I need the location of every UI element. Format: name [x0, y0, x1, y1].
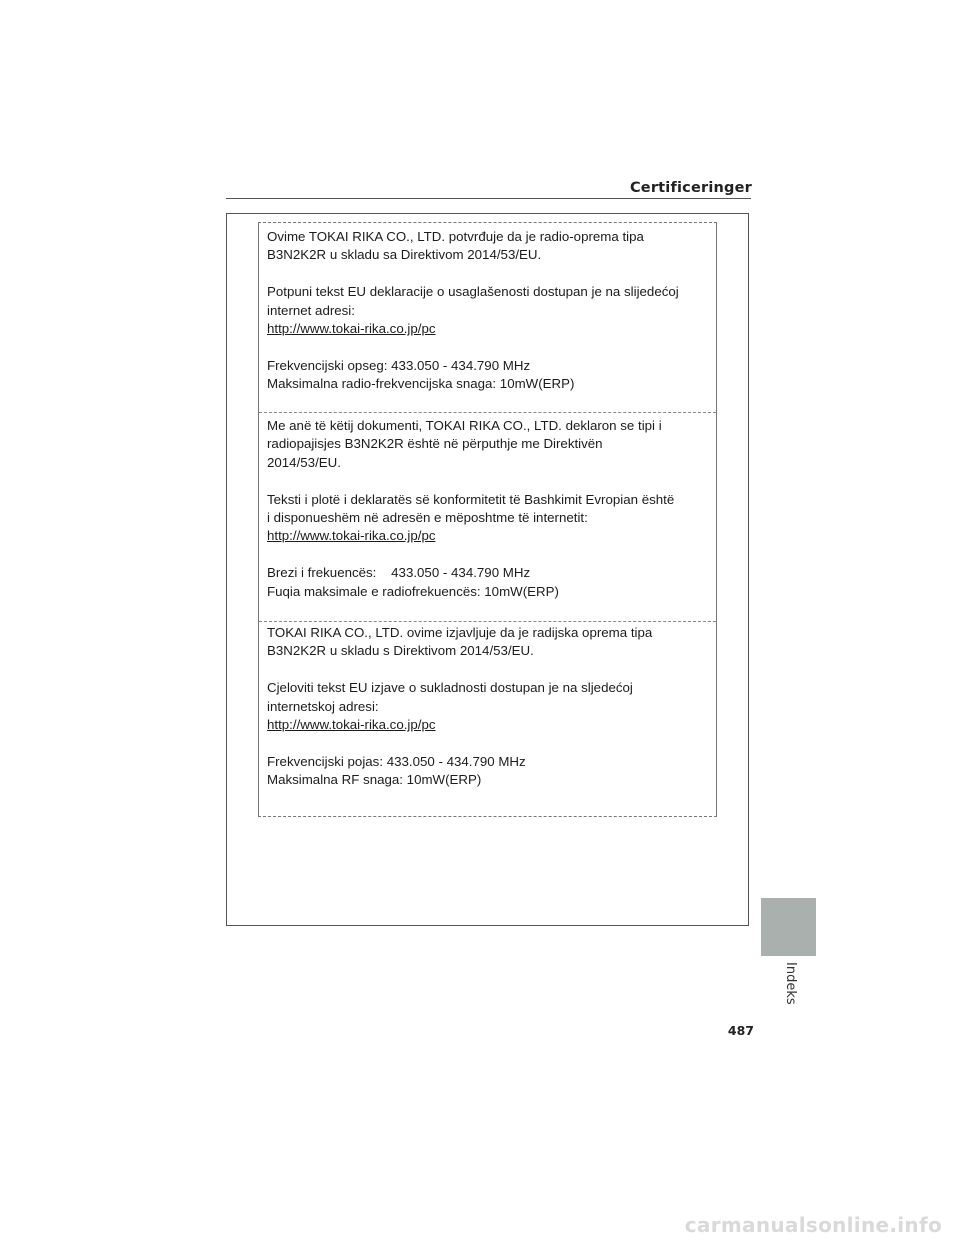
declaration-line: Me anë të këtij dokumenti, TOKAI RIKA CO., LTD. deklaron se tipi i	[267, 418, 662, 433]
declaration-line: 2014/53/EU.	[267, 454, 341, 470]
section-title: Certificeringer	[629, 180, 752, 196]
declaration-link[interactable]: http://www.tokai-rika.co.jp/pc	[267, 528, 436, 544]
certificate-box	[258, 222, 717, 817]
power-line: Fuqia maksimale e radiofrekuencës: 10mW(ERP)	[267, 583, 559, 599]
frequency-line: Brezi i frekuencës: 433.050 - 434.790 MHz	[267, 565, 531, 581]
declaration-block-albanian	[259, 417, 716, 601]
block-divider	[259, 412, 716, 413]
declaration-block-bosnian	[259, 228, 716, 394]
availability-line: Potpuni tekst EU deklaracije o usaglašenosti dostupan je na slijedećoj	[267, 284, 679, 300]
availability-line: Teksti i plotë i deklaratës së konformitetit të Bashkimit Evropian është	[267, 491, 675, 507]
frequency-line: Frekvencijski opseg: 433.050 - 434.790 MHz	[267, 357, 531, 373]
page-number: 487	[727, 1023, 754, 1038]
availability-line: internetskoj adresi:	[267, 698, 379, 714]
power-line: Maksimalna radio-frekvencijska snaga: 10mW(ERP)	[267, 376, 575, 392]
watermark: carmanualsonline.info	[684, 1213, 942, 1237]
declaration-line: TOKAI RIKA CO., LTD. ovime izjavljuje da je radijska oprema tipa	[267, 625, 653, 640]
declaration-link[interactable]: http://www.tokai-rika.co.jp/pc	[267, 321, 436, 337]
block-divider	[259, 621, 716, 622]
availability-line: internet adresi:	[267, 302, 355, 318]
declaration-line: Ovime TOKAI RIKA CO., LTD. potvrđuje da je radio-oprema tipa	[267, 229, 644, 244]
index-tab[interactable]	[761, 898, 816, 956]
declaration-line: B3N2K2R u skladu s Direktivom 2014/53/EU.	[267, 643, 534, 659]
declaration-link[interactable]: http://www.tokai-rika.co.jp/pc	[267, 717, 436, 733]
declaration-line: B3N2K2R u skladu sa Direktivom 2014/53/EU.	[267, 247, 542, 263]
availability-line: i disponueshëm në adresën e mëposhtme të internetit:	[267, 510, 588, 526]
frequency-line: Frekvencijski pojas: 433.050 - 434.790 MHz	[267, 753, 526, 769]
declaration-line: radiopajisjes B3N2K2R është në përputhje me Direktivën	[267, 436, 603, 452]
declaration-block-croatian	[259, 624, 716, 790]
availability-line: Cjeloviti tekst EU izjave o sukladnosti dostupan je na sljedećoj	[267, 680, 633, 696]
index-tab-label: Indeks	[783, 962, 798, 1005]
title-divider	[226, 198, 751, 199]
power-line: Maksimalna RF snaga: 10mW(ERP)	[267, 772, 482, 788]
